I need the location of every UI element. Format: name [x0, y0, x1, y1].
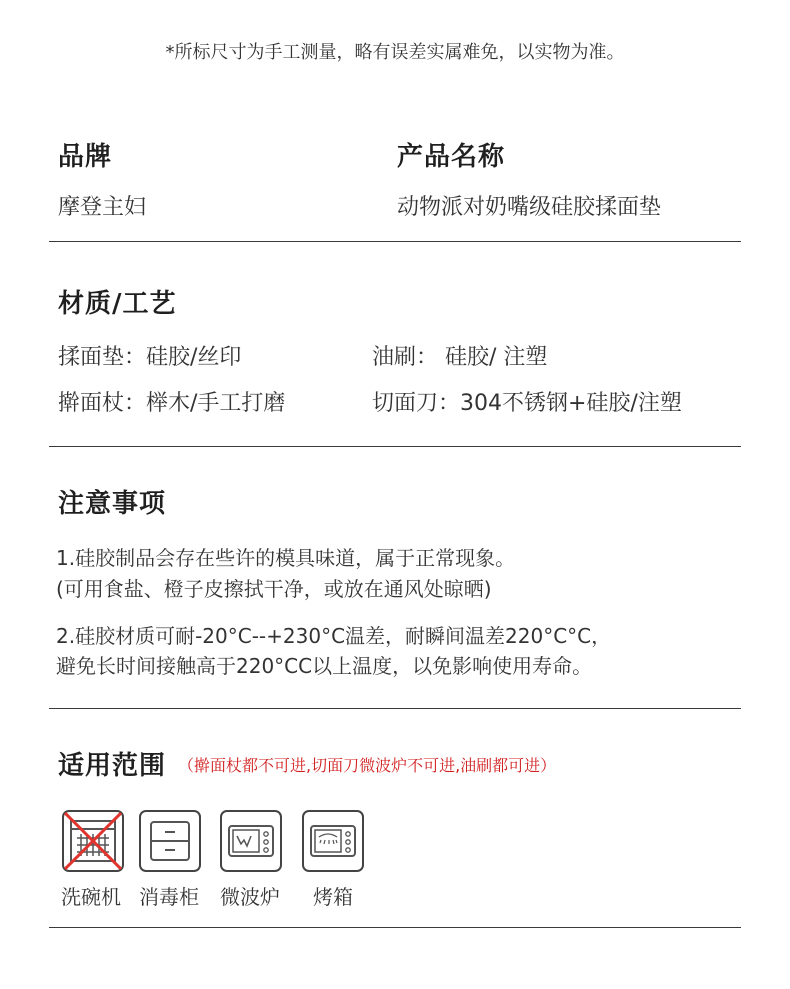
- usage-remark: （擀面杖都不可进,切面刀微波炉不可进,油刷都可进）: [178, 756, 557, 775]
- brand-label: 品牌: [58, 142, 113, 172]
- divider: [49, 708, 741, 709]
- microwave-icon: [220, 810, 282, 872]
- sterilizer-cabinet-label: 消毒柜: [139, 885, 199, 909]
- sterilizer-cabinet-icon: [139, 810, 201, 872]
- divider: [49, 927, 741, 928]
- product-name-value: 动物派对奶嘴级硅胶揉面垫: [397, 195, 662, 220]
- usage-title: 适用范围: [58, 751, 167, 781]
- microwave-label: 微波炉: [220, 885, 280, 909]
- notice-paragraph-2-line-2: 避免长时间接触高于220°CC以上温度，以免影响使用寿命。: [56, 654, 593, 678]
- material-item-oil-brush: 油刷： 硅胶/ 注塑: [372, 345, 548, 370]
- oven-label: 烤箱: [313, 885, 353, 909]
- material-item-kneading-mat: 揉面垫：硅胶/丝印: [58, 345, 242, 370]
- notice-paragraph-2-line-1: 2.硅胶材质可耐-20°C--+230°C温差，耐瞬间温差220°C°C，: [56, 624, 612, 648]
- divider: [49, 241, 741, 242]
- material-item-rolling-pin: 擀面杖：榉木/手工打磨: [58, 391, 286, 416]
- dishwasher-icon: [62, 810, 124, 872]
- product-name-label: 产品名称: [397, 142, 506, 172]
- measurement-note: *所标尺寸为手工测量，略有误差实属难免，以实物为准。: [165, 42, 625, 63]
- material-title: 材质/工艺: [58, 289, 177, 319]
- notice-title: 注意事项: [58, 489, 167, 519]
- oven-icon: [302, 810, 364, 872]
- brand-value: 摩登主妇: [58, 195, 147, 220]
- material-item-dough-scraper: 切面刀：304不锈钢+硅胶/注塑: [372, 391, 682, 416]
- dishwasher-label: 洗碗机: [61, 885, 121, 909]
- notice-paragraph-1-line-2: (可用食盐、橙子皮擦拭干净，或放在通风处晾晒): [56, 577, 492, 601]
- notice-paragraph-1-line-1: 1.硅胶制品会存在些许的模具味道，属于正常现象。: [56, 546, 516, 570]
- divider: [49, 446, 741, 447]
